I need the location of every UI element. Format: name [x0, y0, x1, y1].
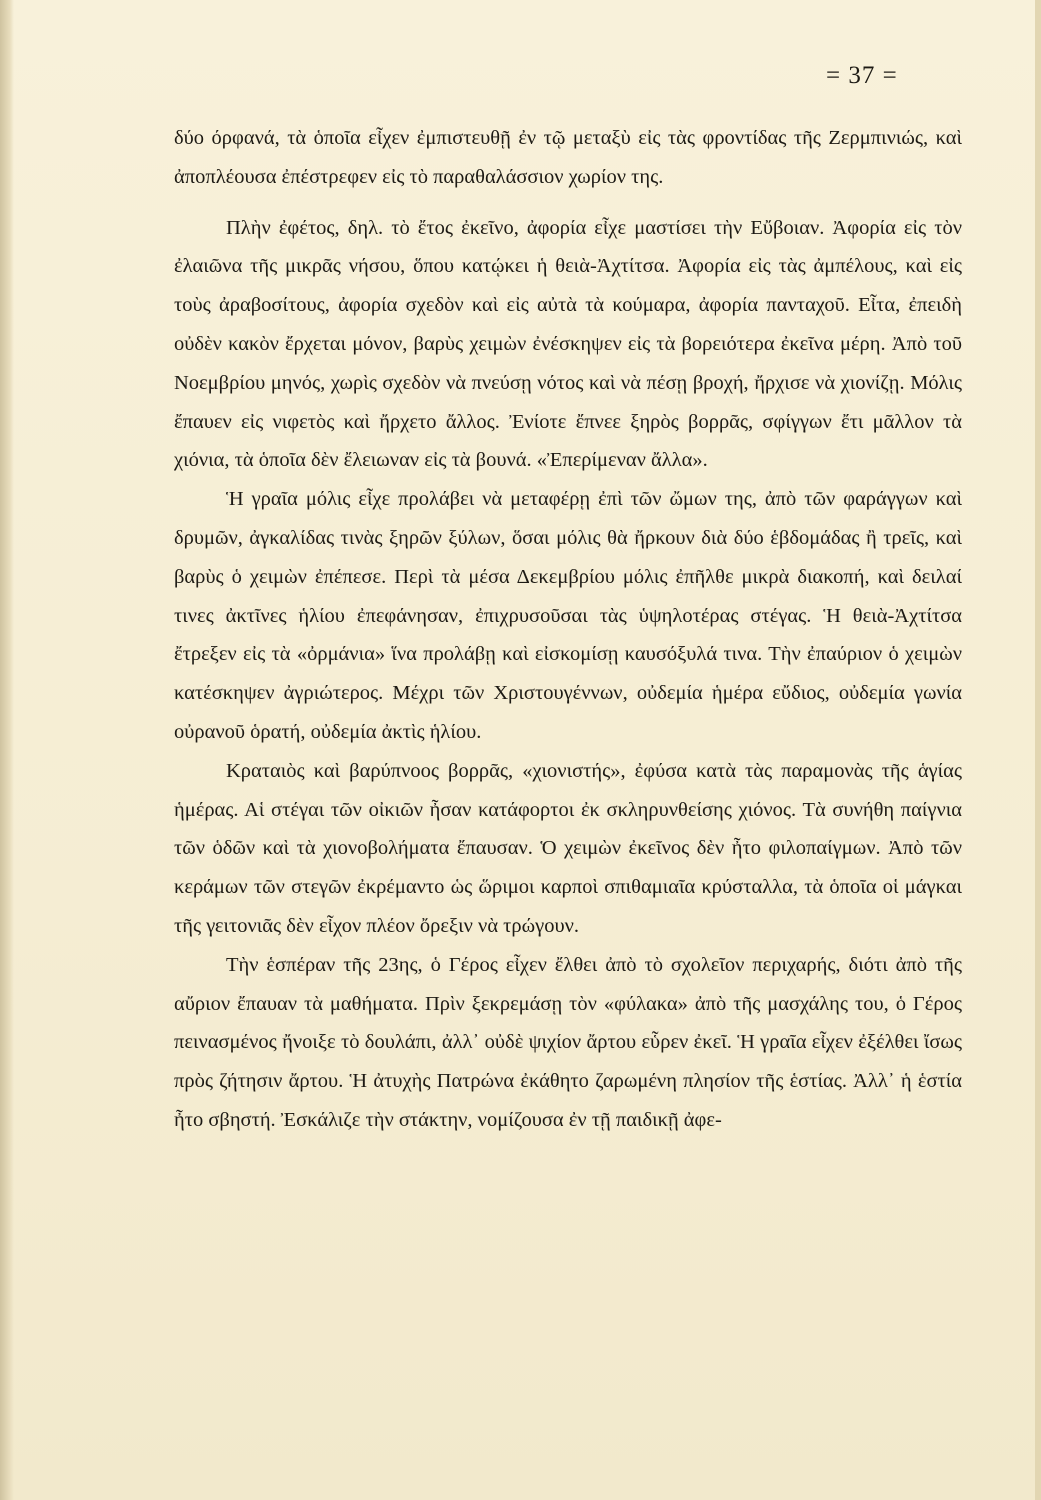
- paragraph-1: δύο όρφανά, τὰ ὁποῖα εἶχεν ἐμπιστευθῇ ἐν τῷ μεταξὺ εἰς τὰς φροντίδας τῆς Ζερμπινιώς, καὶ ἀποπλέουσα ἐπέστρεφεν εἰς τὸ παραθαλάσσιον χωρίον της.: [174, 127, 962, 188]
- paragraph-3: Ἡ γραῖα μόλις εἶχε προλάβει νὰ μεταφέρῃ ἐπὶ τῶν ὤμων της, ἀπὸ τῶν φαράγγων καὶ δρυμῶν, ἀγκαλίδας τινὰς ξηρῶν ξύλων, ὅσαι μόλις θὰ ἤρκουν διὰ δύο ἑβδομάδας ἢ τρεῖς, καὶ βαρὺς ὁ χειμὼν ἐπέπεσε. Περὶ τὰ μέσα Δεκεμβρίου μόλις ἐπῆλθε μικρὰ διακοπή, καὶ δειλαί τινες ἀκτῖνες ἡλίου ἐπεφάνησαν, ἐπιχρυσοῦσαι τὰς ὑψηλοτέρας στέγας. Ἡ θειὰ-Ἀχτίτσα ἔτρεξεν εἰς τὰ «ὀρμάνια» ἵνα προλάβῃ καὶ εἰσκομίσῃ καυσόξυλά τινα. Τὴν ἐπαύριον ὁ χειμὼν κατέσκηψεν ἀγριώτερος. Μέχρι τῶν Χριστουγέννων, οὐδεμία ἡμέρα εὔδιος, οὐδεμία γωνία οὐρανοῦ ὁρατή, οὐδεμία ἀκτὶς ἡλίου.: [174, 488, 962, 743]
- paragraph-5: Τὴν ἑσπέραν τῆς 23ης, ὁ Γέρος εἶχεν ἔλθει ἀπὸ τὸ σχολεῖον περιχαρής, διότι ἀπὸ τῆς αὔριον ἔπαυαν τὰ μαθήματα. Πρὶν ξεκρεμάσῃ τὸν «φύλακα» ἀπὸ τῆς μασχάλης του, ὁ Γέρος πεινασμένος ἤνοιξε τὸ δουλάπι, ἀλλ᾿ οὐδὲ ψιχίον ἄρτου εὗρεν ἐκεῖ. Ἡ γραῖα εἶχεν ἐξέλθει ἴσως πρὸς ζήτησιν ἄρτου. Ἡ ἀτυχὴς Πατρώνα ἐκάθητο ζαρωμένη πλησίον τῆς ἑστίας. Ἀλλ᾿ ἡ ἑστία ἦτο σβηστή. Ἐσκάλιζε τὴν στάκτην, νομίζουσα ἐν τῇ παιδικῇ ἀφε-: [174, 953, 962, 1131]
- paragraph-gap: [174, 197, 962, 209]
- page-edge: [1035, 0, 1041, 1500]
- body-text: [174, 119, 962, 1140]
- page-number: = 37 =: [826, 62, 898, 89]
- page-edge-shadow: [0, 0, 14, 1500]
- paragraph-4: Κραταιὸς καὶ βαρύπνοος βορρᾶς, «χιονιστής», ἐφύσα κατὰ τὰς παραμονὰς τῆς ἁγίας ἡμέρας. Αἱ στέγαι τῶν οἰκιῶν ἦσαν κατάφορτοι ἐκ σκληρυνθείσης χιόνος. Τὰ συνήθη παίγνια τῶν ὁδῶν καὶ τὰ χιονοβολήματα ἔπαυσαν. Ὁ χειμὼν ἐκεῖνος δὲν ἦτο φιλοπαίγμων. Ἀπὸ τῶν κεράμων τῶν στεγῶν ἐκρέμαντο ὡς ὥριμοι καρποὶ σπιθαμιαῖα κρύσταλλα, τὰ ὁποῖα οἱ μάγκαι τῆς γειτονιᾶς δὲν εἶχον πλέον ὄρεξιν νὰ τρώγουν.: [174, 759, 962, 937]
- paragraph-2: Πλὴν ἐφέτος, δηλ. τὸ ἔτος ἐκεῖνο, ἀφορία εἶχε μαστίσει τὴν Εὔβοιαν. Ἀφορία εἰς τὸν ἐλαιῶνα τῆς μικρᾶς νήσου, ὅπου κατῴκει ἡ θειὰ-Ἀχτίτσα. Ἀφορία εἰς τὰς ἀμπέλους, καὶ εἰς τοὺς ἀραβοσίτους, ἀφορία σχεδὸν καὶ εἰς αὐτὰ τὰ κούμαρα, ἀφορία πανταχοῦ. Εἶτα, ἐπειδὴ οὐδὲν κακὸν ἔρχεται μόνον, βαρὺς χειμὼν ἐνέσκηψεν εἰς τὰ βορειότερα ἐκεῖνα μέρη. Ἀπὸ τοῦ Νοεμβρίου μηνός, χωρὶς σχεδὸν νὰ πνεύσῃ νότος καὶ νὰ πέσῃ βροχή, ἤρχισε νὰ χιονίζῃ. Μόλις ἔπαυεν εἰς νιφετὸς καὶ ἤρχετο ἄλλος. Ἐνίοτε ἔπνεε ξηρὸς βορρᾶς, σφίγγων ἔτι μᾶλλον τὰ χιόνια, τὰ ὁποῖα δὲν ἔλειωναν εἰς τὰ βουνά. «Ἐπερίμεναν ἄλλα».: [174, 216, 962, 472]
